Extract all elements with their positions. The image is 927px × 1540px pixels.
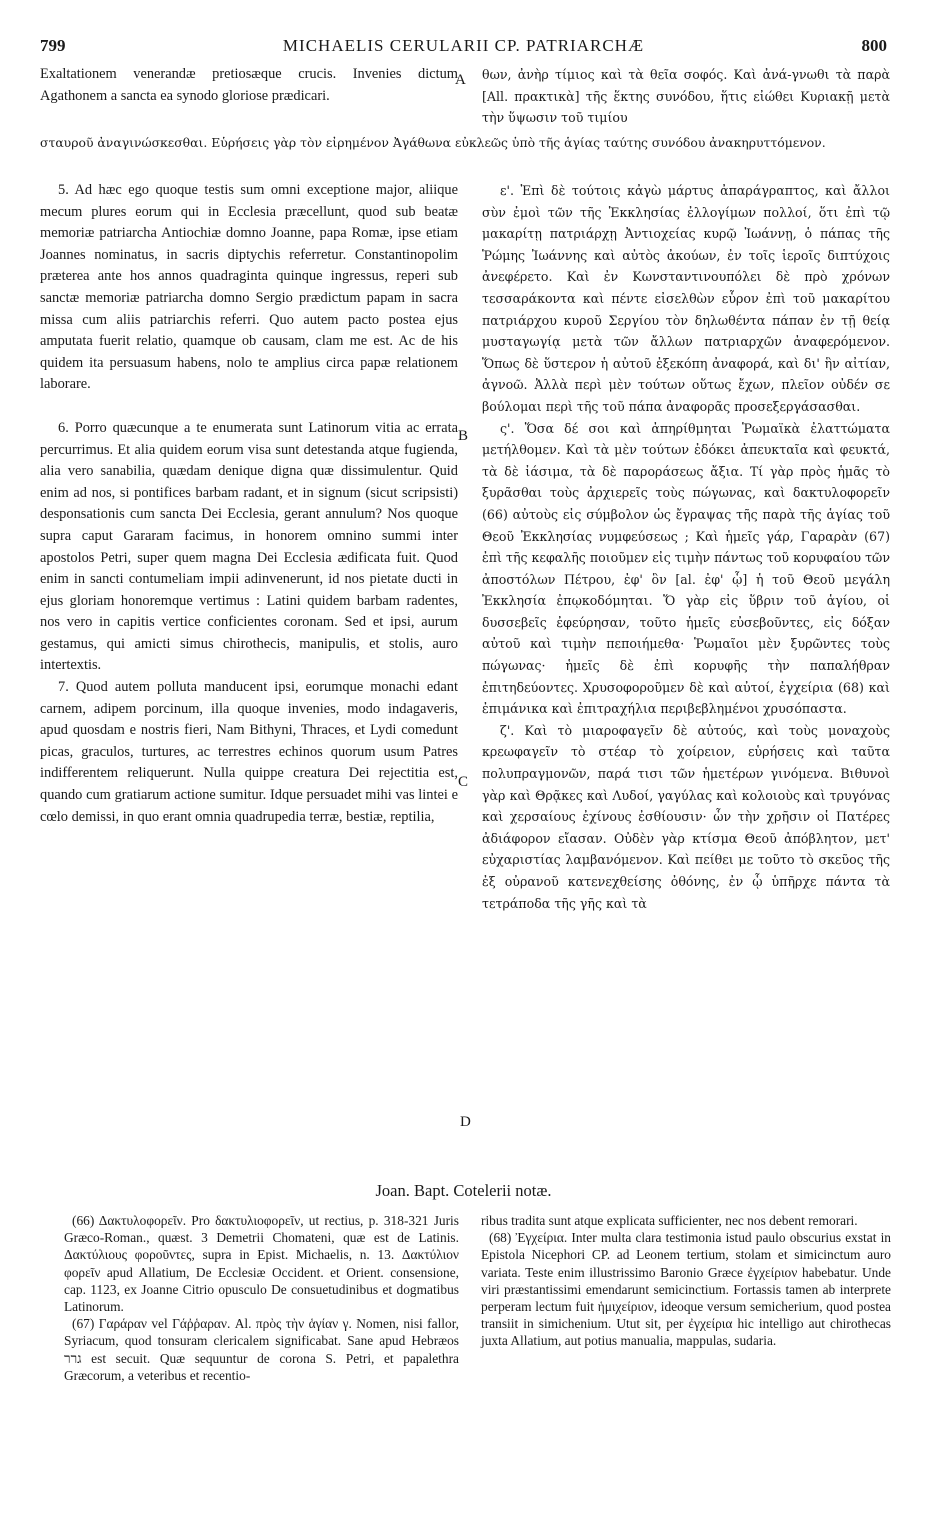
running-title: MICHAELIS CERULARII CP. PATRIARCHÆ [282,36,645,55]
latin-paragraph-6: 6. Porro quæcunque a te enumerata sunt Latinorum vitia ac errata percurrimus. Et alia quidem eorum visa sunt detestanda atque fugienda, alia vero sanabilia, quædam denique digna quæ dissimulentur. Quid enim ad nos, si pontifices barbam radant, et in signum (sicut scripsisti) desponsationis cum sancta Dei Ecclesia, gerant annulum? Nos quoque supra caput Gararam facimus, in honorem omnino summi inter apostolos Petri, super quem magna Dei Ecclesia ædificata fuit. Quod enim in sancti contumeliam impii adinvenerunt, id nos pietate ducti in ejus gloriam honoremque vertimus : Latini quidem barbam radentes, nos vero in capitis vertice conficientes coronam. Sed et ipsi, aurum gestamus, qui amicti simus chirothecis, manipulis, et stolis, auro intertextis. [40,419,458,674]
notes-right-column [481,1212,891,1350]
margin-mark-c: C [458,774,469,790]
page-number-right: 800 [861,36,887,55]
latin-paragraph-7: 7. Quod autem polluta manducent ipsi, eorumque monachi edant carnem, adipem porcinum, illa quoque invenies, modo indagaveris, apud quosdam e nostris fieri, Nam Bithyni, Thraces, et Lydi comedunt picas, graculos, turtures, ac terrestres echinos quorum usum Patres indifferentem reliquerunt. Nulla quippe creatura Dei rejectitia est, quando cum gratiarum actione sumitur. Idque persuadet mihi vas lintei e cœlo demissi, in quo erant omnia quadrupedia terræ, bestiæ, reptilia, [40,679,458,825]
latin-column [40,180,458,828]
note-67: (67) Γαράραν vel Γάῤῥαραν. Al. πρὸς τὴν ἁγίαν γ. Nomen, nisi fallor, Syriacum, quod tonsuram clericalem significabat. Sane apud Hebræos גרר est secuit. Quæ sequuntur de corona S. Petri, et papalethra Græcorum, a veteribus et recentio- [64,1316,459,1383]
greek-column [482,180,890,914]
greek-paragraph: θων, ἀνὴρ τίμιος καὶ τὰ θεῖα σοφός. Καὶ ἀνά-γνωθι τὰ παρὰ [All. πρακτικὰ] τῆς ἕκτης συνόδου, ἥτις εἰώθει Κυριακῇ μετὰ τὴν ὕψωσιν τοῦ τιμίου [482,67,890,126]
greek-paragraph-6: ς'. Ὅσα δέ σοι καὶ ἀπηρίθμηται Ῥωμαϊκὰ ἐλαττώματα μετήλθομεν. Καὶ τὰ μὲν τούτων ἐδόκει ἀπευκταῖα καὶ φευκτά, τὰ δὲ ἰάσιμα, τὰ δὲ παροράσεως ἄξια. Τί γὰρ πρὸς ἡμᾶς τὸ ξυρᾶσθαι τοὺς ἀρχιερεῖς τοὺς πώγωνας, καὶ δακτυλοφορεῖν (66) αὐτοὺς εἰς σύμβολον ὡς ἔγραψας τῆς παρὰ τῆς ἁγίας τοῦ Θεοῦ Ἐκκλησίας νυμφεύσεως ; Καὶ ἡμεῖς γάρ, Γαραρὰν (67) ἐπὶ τῆς κεφαλῆς ποιοῦμεν εἰς τιμὴν πάντως τοῦ κορυφαίου τῶν ἀποστόλων Πέτρου, ἐφ' ὃν [al. ἐφ' ᾧ] ἡ τοῦ Θεοῦ μεγάλη Ἐκκλησία ἐπῳκοδόμηται. Ὅ γὰρ εἰς ὕβριν τοῦ ἁγίου, οἱ δυσσεβεῖς ἐφεύρησαν, τοῦτο ἡμεῖς εὐσεβοῦντες, εἰς δόξαν αὐτοῦ καὶ τιμὴν πεποιήμεθα· Ῥωμαῖοι μὲν ξυρῶντες τοὺς πώγωνας· ἡμεῖς δὲ ἐπὶ κορυφῆς τὴν παπαλήθραν ἐπιτηδεύοντες. Χρυσοφοροῦμεν δὲ καὶ αὐτοί, ἐγχείρια (68) καὶ ἐπιμάνικα καὶ ἐπιτραχήλια περιβεβλημένοι χρυσόπαστα. [482,420,890,717]
latin-paragraph-5: 5. Ad hæc ego quoque testis sum omni exceptione major, aliique mecum plures eorum qui in Ecclesia præcellunt, quod sub beatæ memoriæ patriarcha Antiochiæ domno Joanne, papa Romæ, ipse etiam Joannes nominatus, in sacris diptychis referretur. Constantinopolim præterea ante hos annos quadraginta quinque ingressus, reperi sub sanctæ memoriæ patriarcha domno Sergio prædictum papam in sacra missa cum aliis patriarchis referri. Quo autem pacto postea ejus amputata fuerit relatio, quamque ob causam, clam me est. Ac de his quidem ita persuasum habens, nolo te amplius circa papæ relationem laborare. [40,182,458,393]
page-number-left: 799 [40,36,66,55]
margin-mark-a: A [455,72,466,88]
latin-column-top [40,64,458,107]
running-header [40,36,887,58]
greek-paragraph-5: ε'. Ἐπὶ δὲ τούτοις κἀγὼ μάρτυς ἀπαράγραπτος, καὶ ἄλλοι σὺν ἐμοὶ τῶν τῆς Ἐκκλησίας ἐλλογίμων πολλοί, ὅτι ἐπὶ τῷ μακαρίτῃ πατριάρχῃ Ἀντιοχείας κυρῷ Ἰωάννῃ, ὁ πάπας τῆς Ῥώμης Ἰωάννης καὶ αὐτὸς ἀκούων, ἐν τοῖς ἱεροῖς διπτύχοις ἀνεφέρετο. Καὶ ἐν Κωνσταντινουπόλει δὲ πρὸ χρόνων τεσσαράκοντα καὶ πέντε εἰσελθὼν εὗρον ἐπὶ τοῦ μακαρίτου πατριάρχου κυροῦ Σεργίου τὸν δηλωθέντα πάπαν ἐν τῇ θείᾳ μυσταγωγίᾳ μετὰ τῶν ἄλλων πατριαρχῶν ἀναφερόμενον. Ὅπως δὲ ὕστερον ἡ αὐτοῦ ἐξεκόπη ἀναφορά, καὶ δι' ἣν αἰτίαν, ἀγνοῶ. Ἀλλὰ περὶ μὲν τούτων οὕτως ἔχων, πλεῖον οὐδέν σε βούλομαι περὶ τῆς τοῦ πάπα ἀναφορᾶς προσεξεργάσασθαι. [482,183,890,414]
note-66: (66) Δακτυλοφορεῖν. Pro δακτυλιοφορεῖν, ut rectius, p. 318-321 Juris Græco-Roman., quæst. 3 Demetrii Chomateni, quæ est de Latinis. Δακτύλιους φοροῦντες, supra in Epist. Michaelis, n. 13. Δακτύλιον φορεῖν apud Allatium, De Ecclesiæ Occident. et Orient. consensione, cap. 1123, ex Joanne Citrio opusculo De consuetudinibus et dogmatibus Latinorum. [64,1213,459,1315]
notes-left-column [64,1212,459,1384]
wide-continuation-line [40,132,890,154]
latin-paragraph: Exaltationem venerandæ pretiosæque crucis. Invenies dictum Agathonem a sancta ea synodo gloriose prædicari. [40,66,458,104]
margin-mark-d: D [460,1114,471,1130]
greek-paragraph-7: ζ'. Καὶ τὸ μιαροφαγεῖν δὲ αὐτούς, καὶ τοὺς μοναχοὺς κρεωφαγεῖν τὸ στέαρ τὸ χοίρειον, εὑρήσεις καὶ ταῦτα πολυπραγμονῶν, παρά τισι τῶν ἡμετέρων γινόμενα. Βιθυνοὶ γὰρ καὶ Θρᾷκες καὶ Λυδοί, γαγύλας καὶ κολοιοὺς καὶ τρυγόνας καὶ χερσαίους ἐχίνους ἐσθίουσιν· ὧν τὴν χρῆσιν οἱ Πατέρες ἀδιάφορον εἴασαν. Οὐδὲν γὰρ κτίσμα Θεοῦ ἀπόβλητον, μετ' εὐχαριστίας λαμβανόμενον. Καὶ πείθει με τοῦτο τὸ σκεῦος τῆς ἐξ οὐρανοῦ κατενεχθείσης ὀθόνης, ἐν ᾧ ὑπῆρχε πάντα τὰ τετράποδα τῆς γῆς καὶ τὰ [482,722,890,911]
notes-heading: Joan. Bapt. Cotelerii notæ. [375,1181,552,1200]
greek-column-top [482,64,890,129]
note-68: (68) Ἐγχείρια. Inter multa clara testimonia istud paulo obscurius exstat in Epistola Nicephori CP. ad Leonem tertium, stolam et simicinctum auro variata. Teste enim illustrissimo Baronio Græce ἐγχείριον habebatur. Unde viri præstantissimi emendarunt semicinctium. Fortassis tamen ab interprete perperam lectum fuit ἡμιχείριον, ideoque versum semicherium, quod postea transiit in simichenium. Utut sit, per ἐγχείρια hic intelligo aut chirothecas juxta Allatium, aut potius manualia, mappulas, sudaria. [481,1230,891,1349]
note-67-continued: ribus tradita sunt atque explicata sufficienter, nec nos debent remorari. [481,1213,858,1228]
greek-continuation: σταυροῦ ἀναγινώσκεσθαι. Εὑρήσεις γὰρ τὸν εἰρημένον Ἀγάθωνα εὐκλεῶς ὑπὸ τῆς ἁγίας ταύτης συνόδου ἀνακηρυττόμενον. [40,135,826,150]
margin-mark-b: B [458,428,469,444]
